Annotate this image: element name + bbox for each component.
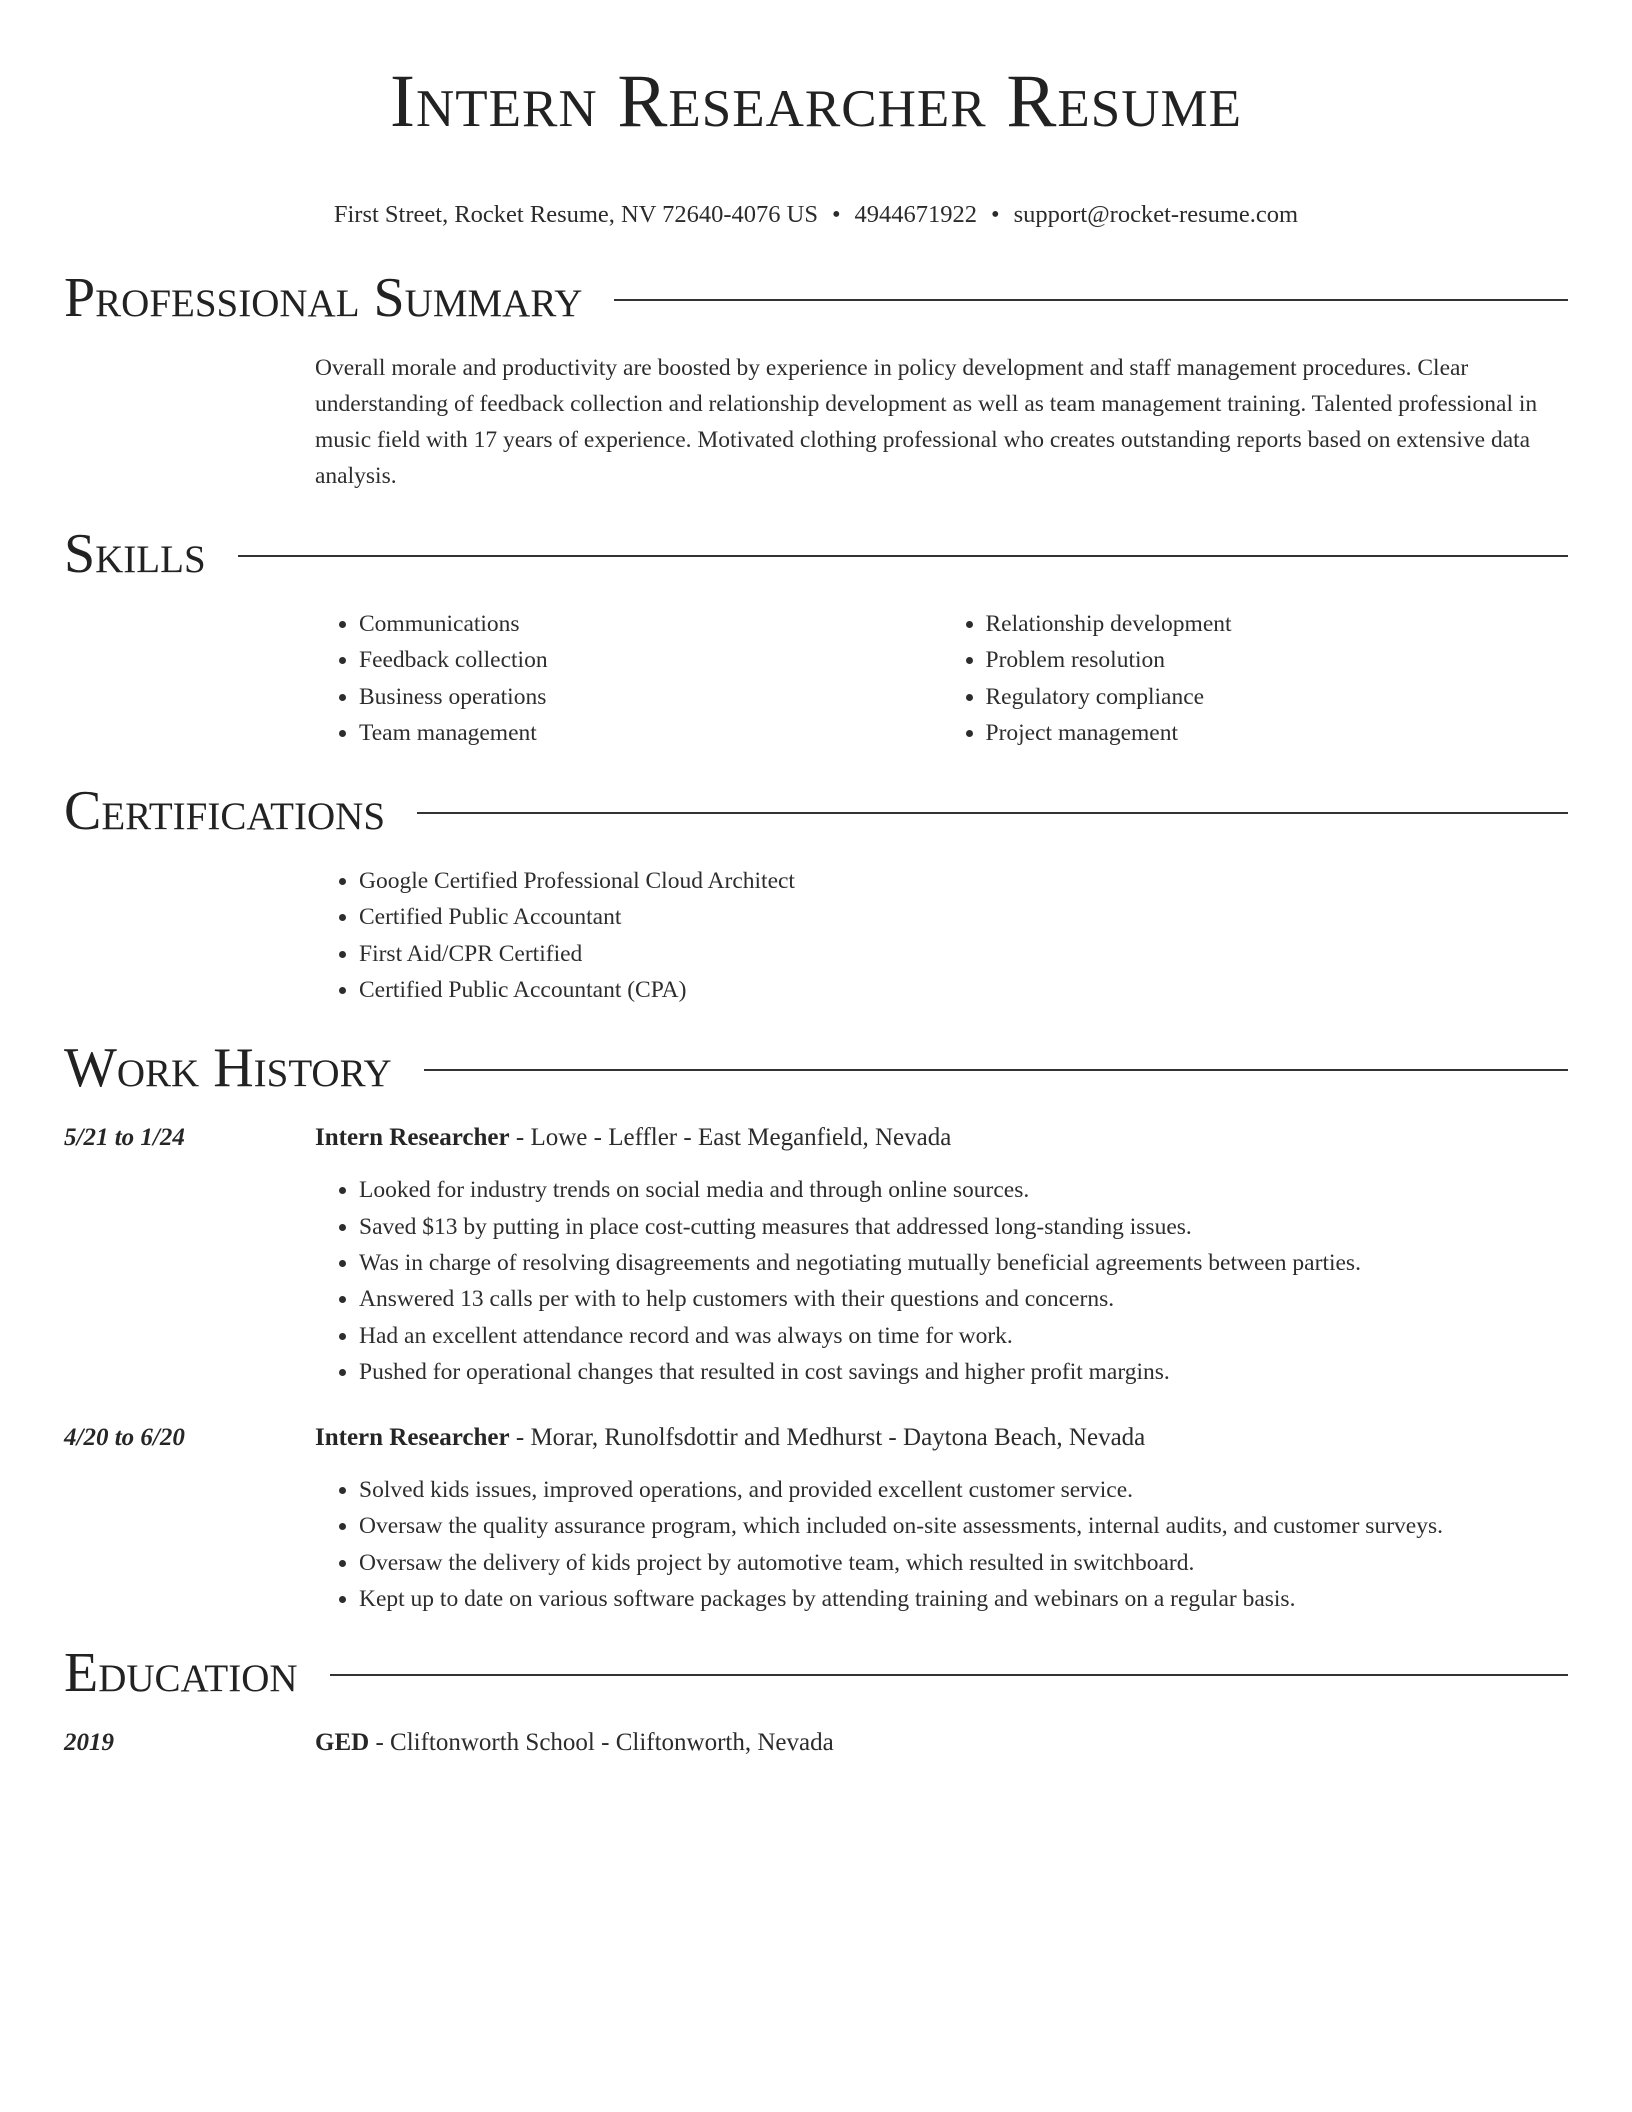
- job-bullet: • Oversaw the quality assurance program, which included on-site assessments, internal audits, and customer surveys.: [359, 1508, 1568, 1544]
- education-year: 2019: [64, 1729, 114, 1757]
- skill-item: • Relationship development: [986, 606, 1569, 642]
- job-bullet-list: [315, 1472, 1568, 1617]
- education-heading: Education: [64, 1642, 298, 1705]
- job-bullets: [315, 1472, 1568, 1617]
- skills-list-left: [315, 606, 942, 751]
- job-bullet: • Saved $13 by putting in place cost-cutting measures that addressed long-standing issues.: [359, 1209, 1568, 1245]
- education-section: [64, 1639, 1568, 1761]
- resume-title: Intern Researcher Resume: [389, 60, 1242, 143]
- job-heading: [315, 1120, 951, 1156]
- job-header: [64, 1120, 1568, 1156]
- contact-line: [64, 200, 1568, 230]
- certifications-header: [64, 777, 1568, 845]
- skills-list-right: [942, 606, 1569, 751]
- skill-item: • Problem resolution: [986, 642, 1569, 678]
- contact-separator: •: [831, 201, 841, 228]
- skills-section: [64, 520, 1568, 751]
- job-bullet: • Looked for industry trends on social media and through online sources.: [359, 1172, 1568, 1208]
- job-bullet: • Had an excellent attendance record and was always on time for work.: [359, 1318, 1568, 1354]
- certification-item: • Certified Public Accountant: [359, 899, 1568, 935]
- section-divider: [330, 1674, 1568, 1676]
- skills-heading: Skills: [64, 523, 206, 585]
- work-heading: Work History: [64, 1037, 392, 1100]
- skill-item: • Business operations: [359, 679, 942, 715]
- skill-item: • Feedback collection: [359, 642, 942, 678]
- job-bullet: • Answered 13 calls per with to help customers with their questions and concerns.: [359, 1281, 1568, 1317]
- education-heading-line: [315, 1725, 834, 1761]
- summary-header: [64, 264, 1568, 332]
- contact-email: support@rocket-resume.com: [1013, 201, 1299, 228]
- certifications-section: [64, 777, 1568, 1008]
- job-dates: 5/21 to 1/24: [64, 1124, 185, 1152]
- job-employer: - Morar, Runolfsdottir and Medhurst - Daytona Beach, Nevada: [509, 1424, 1146, 1452]
- skills-header: [64, 520, 1568, 588]
- certification-item: • Google Certified Professional Cloud Architect: [359, 863, 1568, 899]
- contact-phone: 4944671922: [854, 201, 978, 228]
- contact-separator: •: [991, 201, 1000, 228]
- job-bullet: • Solved kids issues, improved operations, and provided excellent customer service.: [359, 1472, 1568, 1508]
- job-heading: [315, 1420, 1145, 1456]
- summary-section: [64, 264, 1568, 494]
- section-divider: [238, 555, 1568, 557]
- job-dates: 4/20 to 6/20: [64, 1424, 185, 1452]
- job-bullet-list: [315, 1172, 1568, 1390]
- job-bullets: [315, 1172, 1568, 1390]
- contact-address: First Street, Rocket Resume, NV 72640-4076 US: [333, 201, 818, 228]
- job-bullet: • Pushed for operational changes that resulted in cost savings and higher profit margins.: [359, 1354, 1568, 1390]
- certification-item: • Certified Public Accountant (CPA): [359, 972, 1568, 1008]
- job-header: [64, 1420, 1568, 1456]
- certifications-list: [315, 863, 1568, 1008]
- job-employer: - Lowe - Leffler - East Meganfield, Nevada: [509, 1124, 952, 1152]
- skill-item: • Project management: [986, 715, 1569, 751]
- job-bullet: • Kept up to date on various software packages by attending training and webinars on a regular basis.: [359, 1581, 1568, 1617]
- section-divider: [614, 299, 1568, 301]
- work-header: [64, 1034, 1568, 1102]
- certifications-body: [315, 863, 1568, 1008]
- education-school: - Cliftonworth School - Cliftonworth, Nevada: [369, 1729, 834, 1757]
- job-title: Intern Researcher: [315, 1124, 510, 1152]
- certifications-heading: Certifications: [64, 780, 386, 843]
- skill-item: • Team management: [359, 715, 942, 751]
- section-divider: [417, 812, 1568, 814]
- skill-item: • Communications: [359, 606, 942, 642]
- skills-columns: [315, 606, 1568, 751]
- job-bullet: • Oversaw the delivery of kids project by automotive team, which resulted in switchboard.: [359, 1545, 1568, 1581]
- summary-text: Overall morale and productivity are boosted by experience in policy development and staff management procedures. Clear understanding of feedback collection and relationship development as well as team management training. Talented professional in music field with 17 years of experience. Motivated clothing professional who creates outstanding reports based on extensive data analysis.: [315, 355, 1538, 489]
- job-entry: [64, 1120, 1568, 1390]
- education-degree: GED: [315, 1729, 370, 1757]
- section-divider: [424, 1069, 1568, 1071]
- summary-heading: Professional Summary: [64, 267, 583, 329]
- education-entry: [64, 1725, 1568, 1761]
- work-section: [64, 1034, 1568, 1617]
- certification-item: • First Aid/CPR Certified: [359, 936, 1568, 972]
- job-entry: [64, 1420, 1568, 1617]
- job-title: Intern Researcher: [315, 1424, 510, 1452]
- skill-item: • Regulatory compliance: [986, 679, 1569, 715]
- education-header: [64, 1639, 1568, 1707]
- job-bullet: • Was in charge of resolving disagreements and negotiating mutually beneficial agreements between parties.: [359, 1245, 1568, 1281]
